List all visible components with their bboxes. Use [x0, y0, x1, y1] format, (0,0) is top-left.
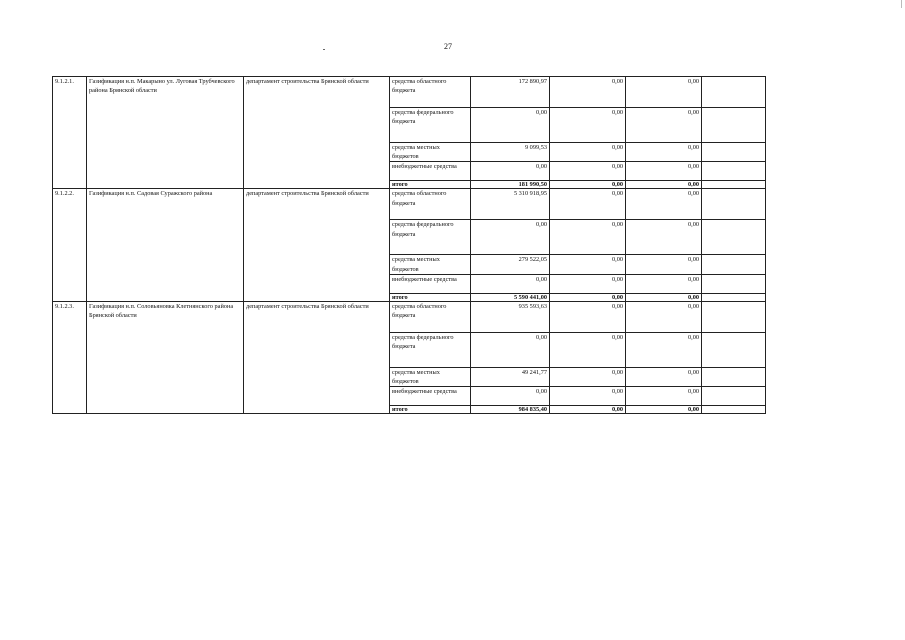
amount-cell: 279 522,05: [471, 255, 550, 274]
amount-cell: 0,00: [550, 189, 626, 220]
project-name: Газификация н.п. Садовая Суражского района: [87, 189, 244, 301]
project-executor: департамент строительства Брянской области: [244, 77, 390, 189]
project-code: 9.1.2.1.: [53, 77, 87, 189]
amount-cell: 0,00: [550, 332, 626, 367]
amount-cell: 984 835,40: [471, 406, 550, 414]
amount-cell: 172 890,97: [471, 77, 550, 108]
funding-source: средства местных бюджетов: [390, 367, 471, 386]
amount-cell: 0,00: [626, 143, 702, 162]
empty-cell: [702, 387, 766, 406]
amount-cell: 0,00: [550, 301, 626, 332]
empty-cell: [702, 301, 766, 332]
amount-cell: 181 990,50: [471, 181, 550, 189]
amount-cell: 9 099,53: [471, 143, 550, 162]
project-name: Газификация н.п. Макарыно ул. Луговая Трубчевского района Брянской области: [87, 77, 244, 189]
project-code: 9.1.2.2.: [53, 189, 87, 301]
amount-cell: 0,00: [626, 274, 702, 293]
empty-cell: [702, 406, 766, 414]
amount-cell: 0,00: [471, 387, 550, 406]
amount-cell: 0,00: [626, 189, 702, 220]
funding-row: [53, 301, 766, 332]
budget-table-body: [53, 77, 766, 414]
funding-source: внебюджетные средства: [390, 162, 471, 181]
budget-table: [52, 76, 766, 414]
scan-artifact-dot: [323, 49, 325, 50]
empty-cell: [702, 77, 766, 108]
amount-cell: 0,00: [550, 293, 626, 301]
funding-row: [53, 77, 766, 108]
empty-cell: [702, 367, 766, 386]
amount-cell: 0,00: [626, 293, 702, 301]
project-name: Газификация н.п. Соловьяновка Клетнянского района Брянской области: [87, 301, 244, 413]
project-executor: департамент строительства Брянской области: [244, 189, 390, 301]
amount-cell: 0,00: [626, 387, 702, 406]
page-number: 27: [444, 42, 452, 51]
project-executor: департамент строительства Брянской области: [244, 301, 390, 413]
amount-cell: 0,00: [626, 255, 702, 274]
empty-cell: [702, 162, 766, 181]
amount-cell: 5 590 441,00: [471, 293, 550, 301]
amount-cell: 0,00: [471, 108, 550, 143]
amount-cell: 0,00: [626, 181, 702, 189]
funding-source: средства областного бюджета: [390, 189, 471, 220]
amount-cell: 0,00: [550, 162, 626, 181]
amount-cell: 935 593,63: [471, 301, 550, 332]
amount-cell: 0,00: [626, 220, 702, 255]
funding-source: средства федерального бюджета: [390, 220, 471, 255]
amount-cell: 49 241,77: [471, 367, 550, 386]
amount-cell: 0,00: [550, 181, 626, 189]
empty-cell: [702, 220, 766, 255]
empty-cell: [702, 181, 766, 189]
funding-source: средства местных бюджетов: [390, 143, 471, 162]
empty-cell: [702, 255, 766, 274]
empty-cell: [702, 189, 766, 220]
amount-cell: 0,00: [471, 162, 550, 181]
empty-cell: [702, 293, 766, 301]
amount-cell: 0,00: [626, 108, 702, 143]
funding-source: средства федерального бюджета: [390, 332, 471, 367]
empty-cell: [702, 332, 766, 367]
amount-cell: 0,00: [550, 387, 626, 406]
funding-source: итого: [390, 293, 471, 301]
funding-row: [53, 189, 766, 220]
funding-source: средства федерального бюджета: [390, 108, 471, 143]
funding-source: средства областного бюджета: [390, 77, 471, 108]
funding-source: итого: [390, 181, 471, 189]
funding-source: внебюджетные средства: [390, 387, 471, 406]
amount-cell: 0,00: [471, 220, 550, 255]
amount-cell: 0,00: [471, 274, 550, 293]
funding-source: внебюджетные средства: [390, 274, 471, 293]
amount-cell: 0,00: [626, 332, 702, 367]
amount-cell: 0,00: [626, 77, 702, 108]
amount-cell: 0,00: [626, 162, 702, 181]
project-code: 9.1.2.3.: [53, 301, 87, 413]
amount-cell: 5 310 918,95: [471, 189, 550, 220]
funding-source: итого: [390, 406, 471, 414]
empty-cell: [702, 108, 766, 143]
amount-cell: 0,00: [550, 77, 626, 108]
empty-cell: [702, 143, 766, 162]
amount-cell: 0,00: [550, 255, 626, 274]
amount-cell: 0,00: [471, 332, 550, 367]
amount-cell: 0,00: [626, 301, 702, 332]
amount-cell: 0,00: [550, 220, 626, 255]
amount-cell: 0,00: [550, 143, 626, 162]
amount-cell: 0,00: [550, 274, 626, 293]
amount-cell: 0,00: [626, 367, 702, 386]
funding-source: средства областного бюджета: [390, 301, 471, 332]
amount-cell: 0,00: [626, 406, 702, 414]
empty-cell: [702, 274, 766, 293]
funding-source: средства местных бюджетов: [390, 255, 471, 274]
amount-cell: 0,00: [550, 406, 626, 414]
amount-cell: 0,00: [550, 108, 626, 143]
scan-artifact-edge: [901, 0, 902, 8]
amount-cell: 0,00: [550, 367, 626, 386]
